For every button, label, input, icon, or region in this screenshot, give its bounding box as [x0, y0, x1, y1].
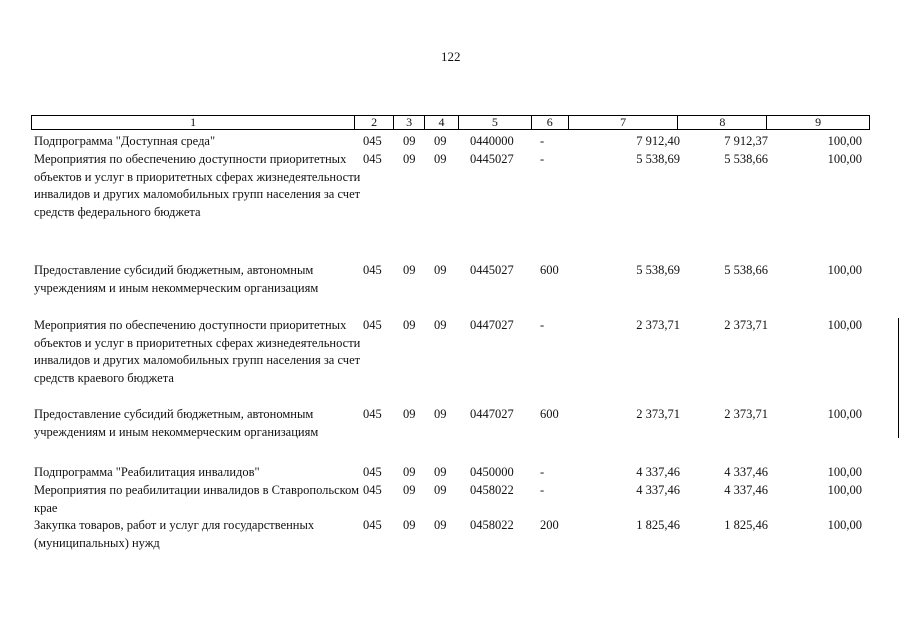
- row-c9: 100,00: [827, 483, 862, 497]
- row-c4: 09: [434, 134, 447, 148]
- row-c5: 0447027: [470, 407, 514, 421]
- row-c2: 045: [363, 318, 382, 332]
- row-c5: 0447027: [470, 318, 514, 332]
- header-col-4: 4: [425, 116, 459, 129]
- header-col-3: 3: [394, 116, 425, 129]
- row-c4: 09: [434, 465, 447, 479]
- row-name: Предоставление субсидий бюджетным, автономным учреждениям и иным некоммерческим организациям: [34, 407, 319, 439]
- row-c7: 4 337,46: [636, 483, 680, 497]
- row-c6: -: [540, 465, 545, 479]
- row-c9: 100,00: [827, 318, 862, 332]
- row-c8: 4 337,46: [724, 465, 768, 479]
- row-c8: 5 538,66: [724, 152, 768, 166]
- row-c7: 1 825,46: [636, 518, 680, 532]
- row-c4: 09: [434, 263, 447, 277]
- row-c6: -: [540, 483, 545, 497]
- row-c2: 045: [363, 134, 382, 148]
- row-c5: 0440000: [470, 134, 514, 148]
- header-col-6: 6: [532, 116, 569, 129]
- row-c2: 045: [363, 152, 382, 166]
- header-col-2: 2: [355, 116, 394, 129]
- row-name: Подпрограмма "Доступная среда": [34, 134, 216, 148]
- row-c3: 09: [403, 152, 416, 166]
- row-c2: 045: [363, 518, 382, 532]
- row-c9: 100,00: [827, 407, 862, 421]
- row-c5: 0445027: [470, 152, 514, 166]
- page-edge-line: [898, 318, 899, 438]
- row-c2: 045: [363, 263, 382, 277]
- row-c9: 100,00: [827, 263, 862, 277]
- row-c9: 100,00: [827, 152, 862, 166]
- row-c3: 09: [403, 518, 416, 532]
- row-name: Закупка товаров, работ и услуг для государственных (муниципальных) нужд: [34, 518, 315, 550]
- header-col-8: 8: [678, 116, 767, 129]
- row-c7: 4 337,46: [636, 465, 680, 479]
- row-c8: 2 373,71: [724, 407, 768, 421]
- row-c9: 100,00: [827, 518, 862, 532]
- row-c3: 09: [403, 318, 416, 332]
- row-name: Мероприятия по реабилитации инвалидов в Ставропольском крае: [34, 483, 360, 515]
- row-c5: 0445027: [470, 263, 514, 277]
- row-c3: 09: [403, 465, 416, 479]
- row-c7: 2 373,71: [636, 407, 680, 421]
- header-col-5: 5: [459, 116, 532, 129]
- row-c3: 09: [403, 483, 416, 497]
- row-c7: 2 373,71: [636, 318, 680, 332]
- row-c8: 5 538,66: [724, 263, 768, 277]
- row-c9: 100,00: [827, 134, 862, 148]
- row-c3: 09: [403, 134, 416, 148]
- row-c5: 0458022: [470, 518, 514, 532]
- header-col-7: 7: [569, 116, 679, 129]
- row-name: Мероприятия по обеспечению доступности приоритетных объектов и услуг в приоритетных сферах жизнедеятельности инвалидов и других маломобильных групп населения за счет средств краевого бюджета: [34, 318, 361, 385]
- row-c4: 09: [434, 318, 447, 332]
- row-c8: 7 912,37: [724, 134, 768, 148]
- row-c7: 5 538,69: [636, 263, 680, 277]
- row-c2: 045: [363, 465, 382, 479]
- row-name: Мероприятия по обеспечению доступности приоритетных объектов и услуг в приоритетных сферах жизнедеятельности инвалидов и других маломобильных групп населения за счет средств федерального бюджета: [34, 152, 361, 219]
- row-c7: 7 912,40: [636, 134, 680, 148]
- row-c2: 045: [363, 407, 382, 421]
- row-name: Предоставление субсидий бюджетным, автономным учреждениям и иным некоммерческим организациям: [34, 263, 319, 295]
- row-c6: 600: [540, 407, 559, 421]
- row-c6: 200: [540, 518, 559, 532]
- row-c7: 5 538,69: [636, 152, 680, 166]
- header-col-9: 9: [815, 115, 822, 129]
- row-c6: -: [540, 152, 545, 166]
- row-c3: 09: [403, 263, 416, 277]
- row-c6: -: [540, 134, 545, 148]
- row-c8: 4 337,46: [724, 483, 768, 497]
- page-number: 122: [441, 49, 461, 64]
- row-c6: 600: [540, 263, 559, 277]
- table-header: [31, 115, 870, 130]
- header-col-1: 1: [32, 116, 355, 129]
- row-name: Подпрограмма "Реабилитация инвалидов": [34, 465, 260, 479]
- row-c3: 09: [403, 407, 416, 421]
- row-c6: -: [540, 318, 545, 332]
- row-c8: 1 825,46: [724, 518, 768, 532]
- row-c2: 045: [363, 483, 382, 497]
- row-c5: 0458022: [470, 483, 514, 497]
- row-c4: 09: [434, 407, 447, 421]
- row-c8: 2 373,71: [724, 318, 768, 332]
- row-c4: 09: [434, 518, 447, 532]
- row-c4: 09: [434, 483, 447, 497]
- row-c5: 0450000: [470, 465, 514, 479]
- row-c4: 09: [434, 152, 447, 166]
- row-c9: 100,00: [827, 465, 862, 479]
